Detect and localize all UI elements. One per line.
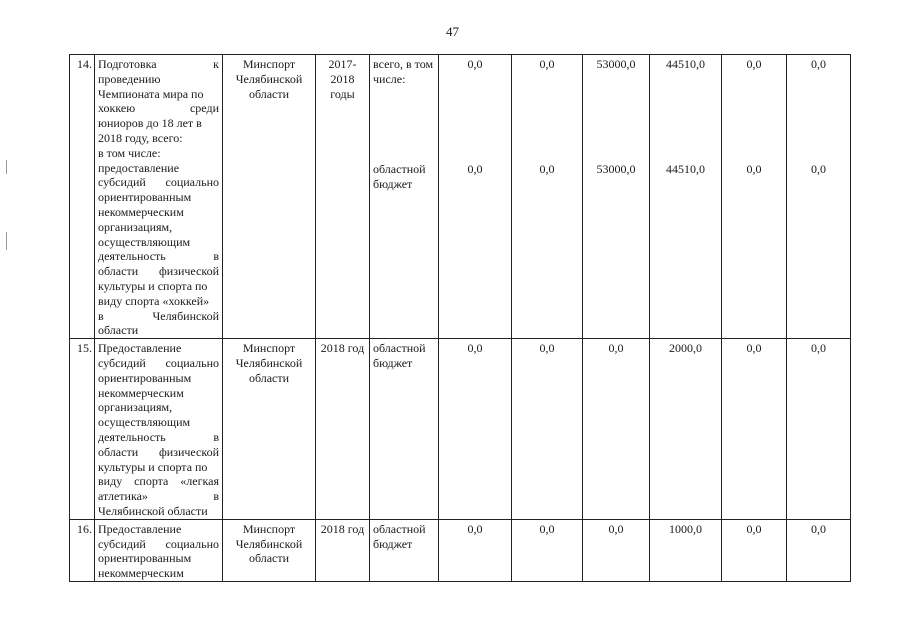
amount-value: 0,0 <box>722 55 787 161</box>
activity-name-word: в том числе: <box>98 145 161 160</box>
funding-source: областной бюджет <box>370 160 439 339</box>
amount-value: 1000,0 <box>650 519 722 581</box>
activity-name-word: деятельность <box>98 249 166 264</box>
activity-name-line <box>98 309 219 324</box>
activity-name-word: области <box>98 264 139 279</box>
table-row <box>70 519 851 581</box>
amount-value: 0,0 <box>722 519 787 581</box>
amount-value: 0,0 <box>722 339 787 520</box>
activity-name-line <box>98 551 219 566</box>
row-number: 15. <box>70 339 95 520</box>
activity-name-word: некоммерческим <box>98 385 184 400</box>
activity-name-line <box>98 279 219 294</box>
activity-name-word: физической <box>159 264 219 279</box>
table-body <box>70 55 851 582</box>
activity-name-word: Подготовка <box>98 57 157 71</box>
table-row <box>70 339 851 520</box>
activity-name-line <box>98 175 219 190</box>
activity-name-word: «легкая <box>180 474 219 489</box>
activity-name-word: области <box>98 444 139 459</box>
funding-source: областной бюджет <box>370 519 439 581</box>
activity-name-line <box>98 430 219 445</box>
activity-name-line <box>98 323 219 338</box>
amount-value: 53000,0 <box>583 160 650 339</box>
amount-value: 53000,0 <box>583 55 650 161</box>
activity-name-word: субсидий <box>98 175 146 190</box>
activity-name-line <box>98 72 219 87</box>
amount-value: 0,0 <box>722 160 787 339</box>
period: 2017-2018 годы <box>316 55 370 339</box>
activity-name-word: в <box>213 489 219 504</box>
amount-value: 0,0 <box>787 55 851 161</box>
activity-name <box>95 55 223 339</box>
activity-name-line <box>98 249 219 264</box>
amount-value: 0,0 <box>787 160 851 339</box>
activity-name-word: Предоставление <box>98 341 182 356</box>
activity-name-word: некоммерческим <box>98 566 184 581</box>
row-number: 16. <box>70 519 95 581</box>
margin-mark <box>6 160 7 174</box>
activity-name-word: осуществляющим <box>98 415 191 430</box>
activity-name-word: деятельность <box>98 429 166 444</box>
activity-name-line <box>98 235 219 250</box>
activity-name-word: Челябинской области <box>98 503 208 518</box>
activity-name-word: к <box>213 57 219 71</box>
activity-name-word: проведению <box>98 71 161 86</box>
activity-name-line <box>98 101 219 116</box>
activity-name-line <box>98 146 219 161</box>
table-row <box>70 55 851 161</box>
amount-value: 0,0 <box>439 55 512 161</box>
activity-name-word: 2018 году, всего: <box>98 130 183 145</box>
period: 2018 год <box>316 339 370 520</box>
activity-name-line <box>98 504 219 519</box>
row-number: 14. <box>70 55 95 339</box>
activity-name-word: области <box>98 323 139 338</box>
activity-name-line <box>98 131 219 146</box>
activity-name-line <box>98 489 219 504</box>
funding-source: областной бюджет <box>370 339 439 520</box>
activity-name-line <box>98 205 219 220</box>
activity-name-line <box>98 294 219 309</box>
activity-name-line <box>98 57 219 72</box>
budget-table <box>69 54 851 582</box>
activity-name-word: хоккею <box>98 101 136 116</box>
activity-name-line <box>98 161 219 176</box>
amount-value: 0,0 <box>787 519 851 581</box>
page-number: 47 <box>446 24 459 39</box>
activity-name-word: культуры и спорта по <box>98 459 208 474</box>
amount-value: 0,0 <box>439 339 512 520</box>
activity-name-line <box>98 116 219 131</box>
activity-name-line <box>98 264 219 279</box>
activity-name-word: организациям, <box>98 219 173 234</box>
activity-name-line <box>98 371 219 386</box>
activity-name <box>95 339 223 520</box>
activity-name-word: предоставление <box>98 160 180 175</box>
executor: Минспорт Челябинской области <box>223 519 316 581</box>
amount-value: 0,0 <box>787 339 851 520</box>
activity-name-word: юниоров до 18 лет в <box>98 116 202 131</box>
activity-name-word: ориентированным <box>98 370 192 385</box>
activity-name-word: ориентированным <box>98 190 192 205</box>
activity-name-word: в <box>213 429 219 444</box>
activity-name-word: организациям, <box>98 400 173 415</box>
activity-name-word: субсидий <box>98 536 146 551</box>
activity-name-word: некоммерческим <box>98 204 184 219</box>
activity-name-word: в <box>98 308 104 323</box>
activity-name-line <box>98 415 219 430</box>
activity-name-word: культуры и спорта по <box>98 278 208 293</box>
activity-name-line <box>98 386 219 401</box>
margin-mark <box>6 232 7 250</box>
amount-value: 0,0 <box>512 55 583 161</box>
activity-name-word: физической <box>159 444 219 459</box>
activity-name-word: социально <box>165 175 219 190</box>
activity-name <box>95 519 223 581</box>
activity-name-line <box>98 474 219 489</box>
activity-name-line <box>98 87 219 102</box>
activity-name-word: субсидий <box>98 355 146 370</box>
activity-name-line <box>98 400 219 415</box>
period: 2018 год <box>316 519 370 581</box>
amount-value: 44510,0 <box>650 55 722 161</box>
activity-name-word: осуществляющим <box>98 234 191 249</box>
activity-name-word: среди <box>189 101 219 116</box>
executor: Минспорт Челябинской области <box>223 339 316 520</box>
amount-value: 0,0 <box>512 160 583 339</box>
amount-value: 0,0 <box>583 339 650 520</box>
activity-name-word: виду спорта «хоккей» <box>98 293 210 308</box>
activity-name-word: социально <box>165 355 219 370</box>
activity-name-line <box>98 537 219 552</box>
activity-name-word: Чемпионата мира по <box>98 86 204 101</box>
activity-name-line <box>98 356 219 371</box>
amount-value: 0,0 <box>439 519 512 581</box>
activity-name-word: ориентированным <box>98 551 192 566</box>
amount-value: 0,0 <box>439 160 512 339</box>
amount-value: 0,0 <box>512 519 583 581</box>
activity-name-line <box>98 566 219 581</box>
activity-name-word: виду <box>98 474 123 489</box>
amount-value: 44510,0 <box>650 160 722 339</box>
executor: Минспорт Челябинской области <box>223 55 316 339</box>
activity-name-word: в <box>213 249 219 264</box>
activity-name-word: спорта <box>134 474 169 489</box>
activity-name-word: социально <box>165 536 219 551</box>
activity-name-line <box>98 190 219 205</box>
activity-name-word: атлетика» <box>98 489 148 504</box>
activity-name-line <box>98 445 219 460</box>
activity-name-word: Предоставление <box>98 521 182 536</box>
amount-value: 0,0 <box>512 339 583 520</box>
activity-name-line <box>98 522 219 537</box>
activity-name-line <box>98 341 219 356</box>
activity-name-line <box>98 220 219 235</box>
funding-source: всего, в том числе: <box>370 55 439 161</box>
amount-value: 2000,0 <box>650 339 722 520</box>
activity-name-line <box>98 460 219 475</box>
activity-name-word: Челябинской <box>152 308 219 323</box>
amount-value: 0,0 <box>583 519 650 581</box>
